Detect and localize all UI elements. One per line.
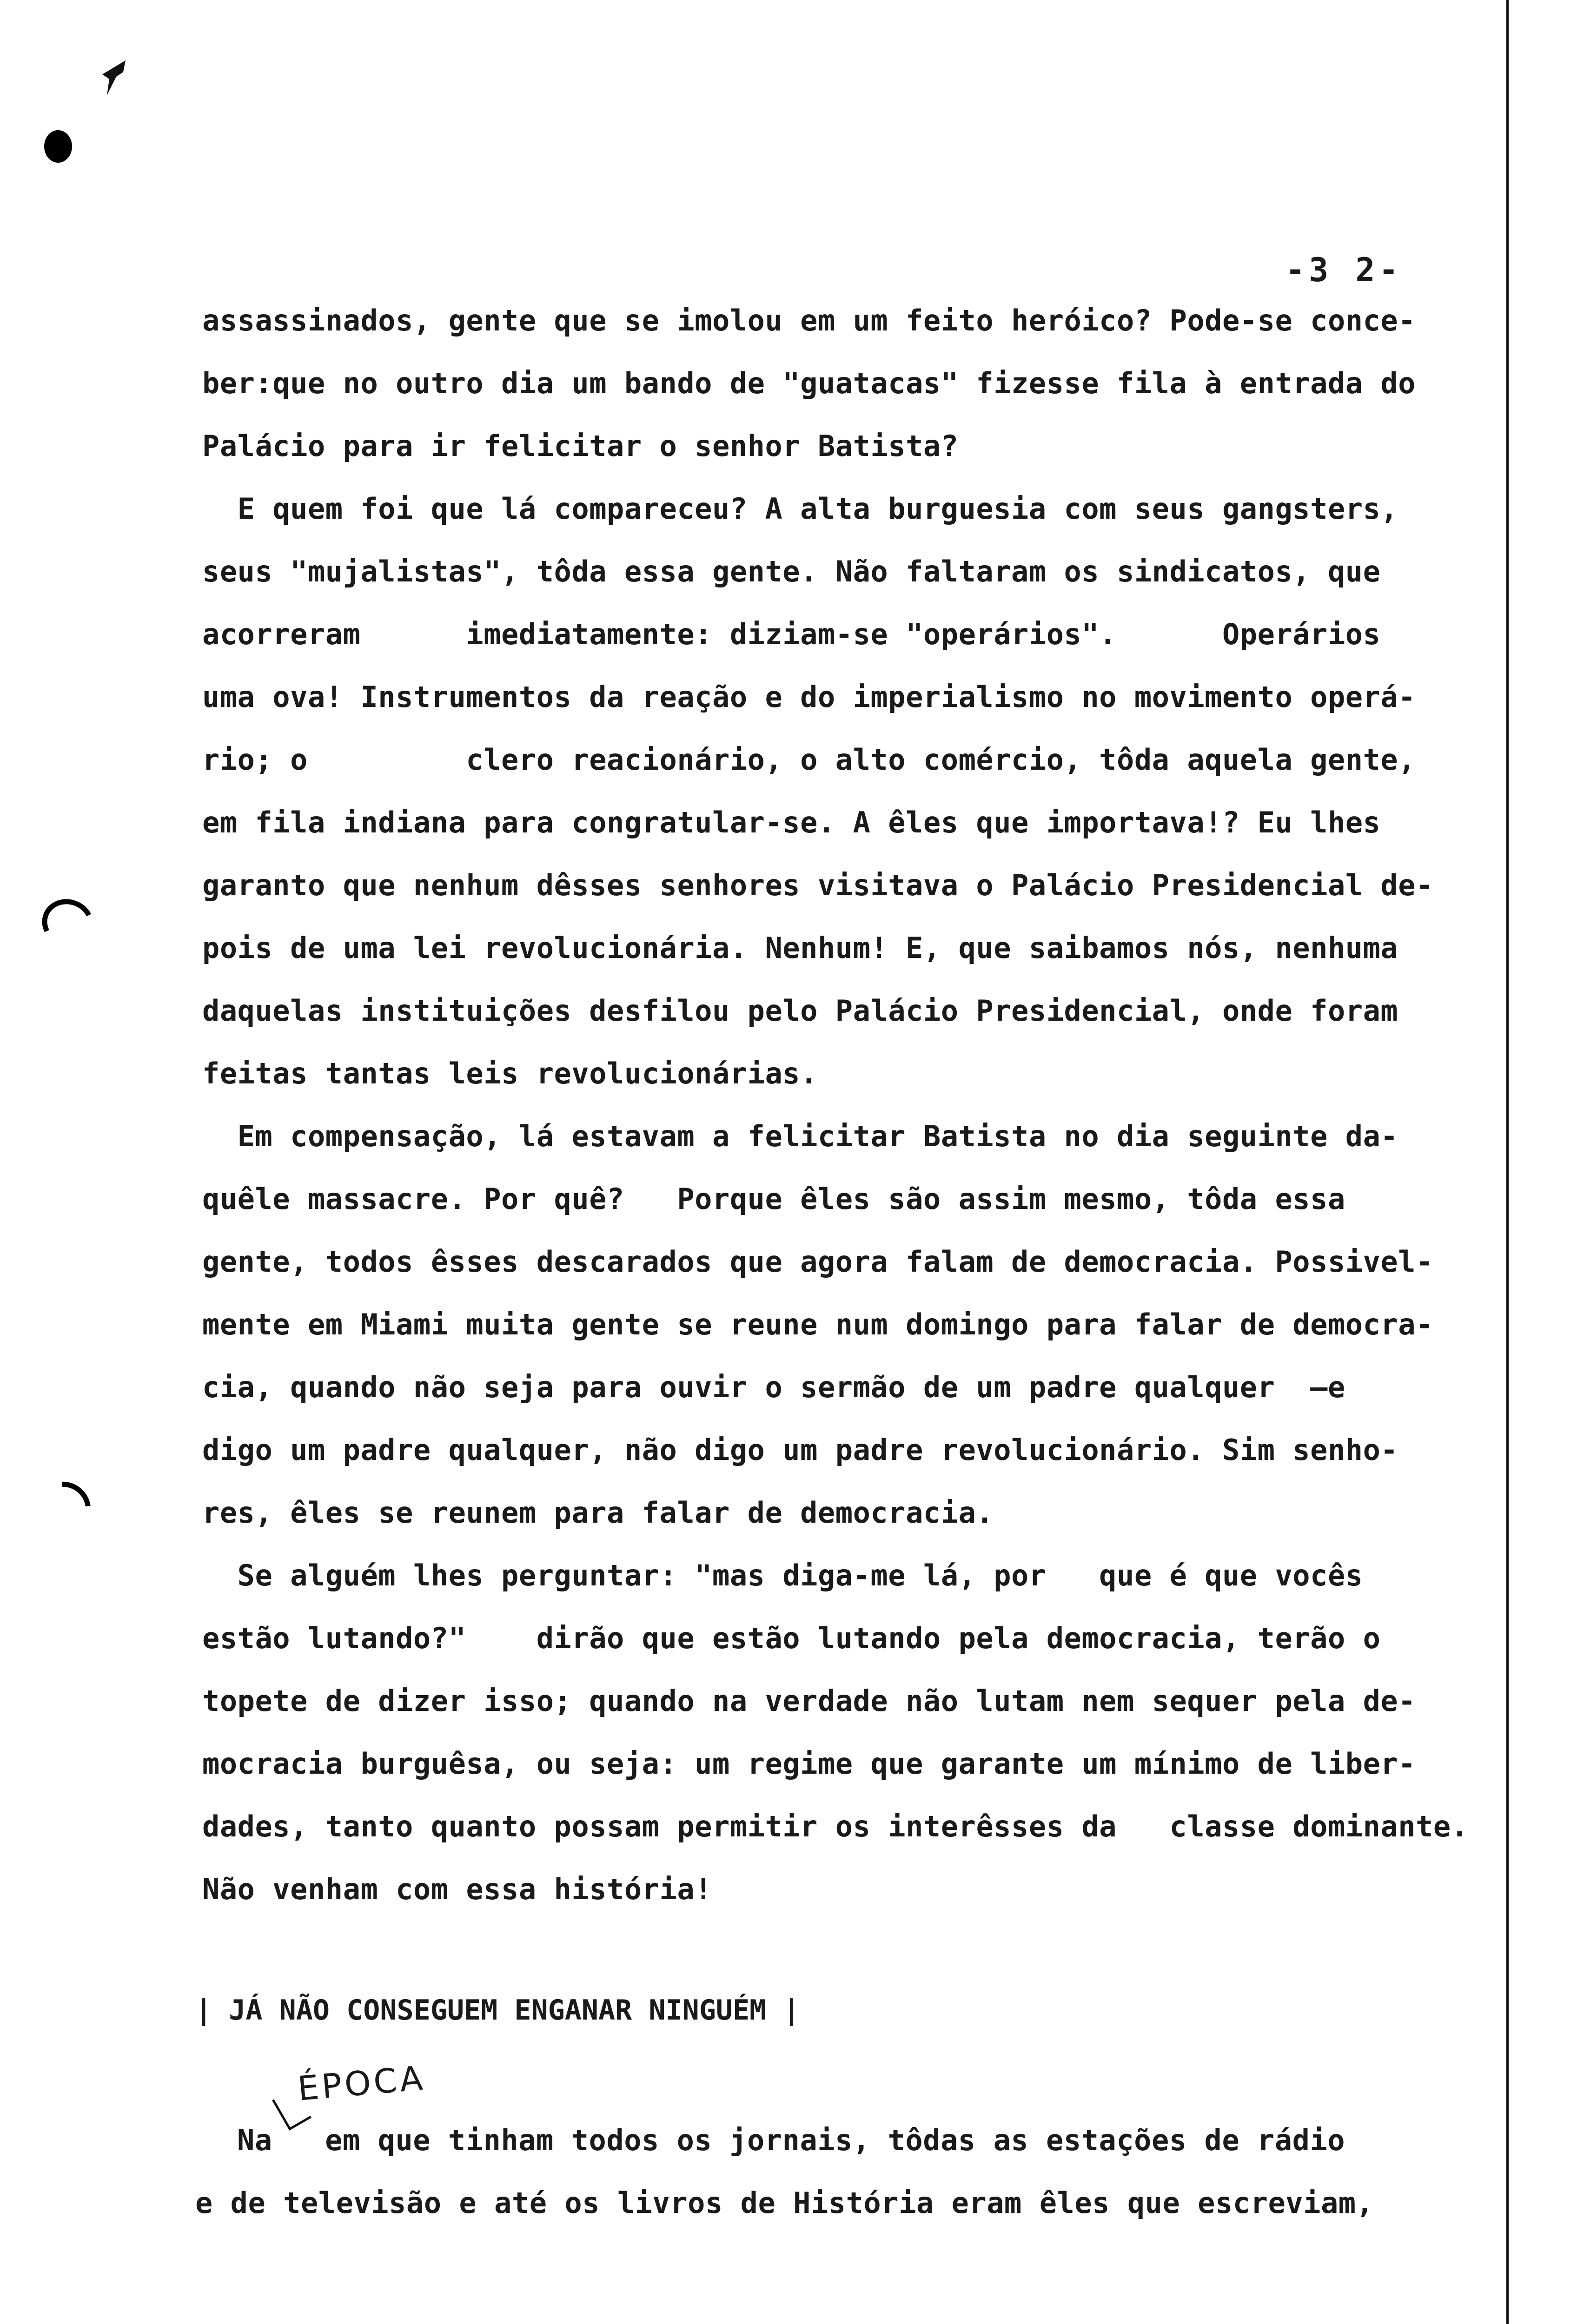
ink-blot xyxy=(44,130,72,163)
text-line: feitas tantas leis revolucionárias. xyxy=(202,1056,818,1090)
ink-mark xyxy=(98,56,130,98)
text-line: mente em Miami muita gente se reune num domingo para falar de democra- xyxy=(202,1307,1433,1341)
punch-hole-mark xyxy=(30,1472,100,1541)
text-line: seus "mujalistas", tôda essa gente. Não faltaram os sindicatos, que xyxy=(202,555,1381,588)
text-line: pois de uma lei revolucionária. Nenhum! E, que saibamos nós, nenhuma xyxy=(202,931,1398,965)
text-line: daquelas instituições desfilou pelo Palácio Presidencial, onde foram xyxy=(202,994,1398,1028)
page-number: -3 2- xyxy=(1285,251,1402,289)
text-line: cia, quando não seja para ouvir o sermão de um padre qualquer —e xyxy=(202,1370,1345,1404)
text-line: Não venham com essa história! xyxy=(202,1872,712,1906)
text-line: Se alguém lhes perguntar: "mas diga-me lá, por que é que vocês xyxy=(202,1558,1363,1592)
text-line: digo um padre qualquer, não digo um padre revolucionário. Sim senho- xyxy=(202,1433,1398,1467)
text-line: gente, todos êsses descarados que agora falam de democracia. Possivel- xyxy=(202,1245,1433,1279)
scan-edge-vertical xyxy=(1506,0,1509,2324)
text-line: e de televisão e até os livros de História eram êles que escreviam, xyxy=(195,2186,1374,2220)
section-heading: | JÁ NÃO CONSEGUEM ENGANAR NINGUÉM | xyxy=(195,1994,800,2027)
text-line: uma ova! Instrumentos da reação e do imperialismo no movimento operá- xyxy=(202,680,1416,714)
text-line: quêle massacre. Por quê? Porque êles são assim mesmo, tôda essa xyxy=(202,1182,1345,1216)
text-line: garanto que nenhum dêsses senhores visitava o Palácio Presidencial de- xyxy=(202,868,1433,902)
text-line: dades, tanto quanto possam permitir os interêsses da classe dominante. xyxy=(202,1809,1469,1843)
text-line: Palácio para ir felicitar o senhor Batista? xyxy=(202,429,959,463)
text-line: mocracia burguêsa, ou seja: um regime que garante um mínimo de liber- xyxy=(202,1747,1416,1781)
text-line: assassinados, gente que se imolou em um feito heróico? Pode-se conce- xyxy=(202,304,1416,337)
text-line: res, êles se reunem para falar de democracia. xyxy=(202,1496,994,1530)
text-line: ber:que no outro dia um bando de "guatacas" fizesse fila à entrada do xyxy=(202,366,1416,400)
text-line: em fila indiana para congratular-se. A êles que importava!? Eu lhes xyxy=(202,805,1381,839)
text-line: estão lutando?" dirão que estão lutando pela democracia, terão o xyxy=(202,1621,1381,1655)
text-line: rio; o clero reacionário, o alto comércio, tôda aquela gente, xyxy=(202,743,1416,777)
text-line: Em compensação, lá estavam a felicitar Batista no dia seguinte da- xyxy=(202,1119,1398,1153)
text-line: Na em que tinham todos os jornais, tôdas as estações de rádio xyxy=(237,2123,1345,2157)
handwritten-insert: ÉPOCA xyxy=(296,2058,427,2108)
punch-hole-mark xyxy=(35,892,100,954)
text-line: E quem foi que lá compareceu? A alta burguesia com seus gangsters, xyxy=(202,492,1398,526)
text-line: topete de dizer isso; quando na verdade não lutam nem sequer pela de- xyxy=(202,1684,1416,1718)
text-line: acorreram imediatamente: diziam-se "operários". Operários xyxy=(202,617,1381,651)
